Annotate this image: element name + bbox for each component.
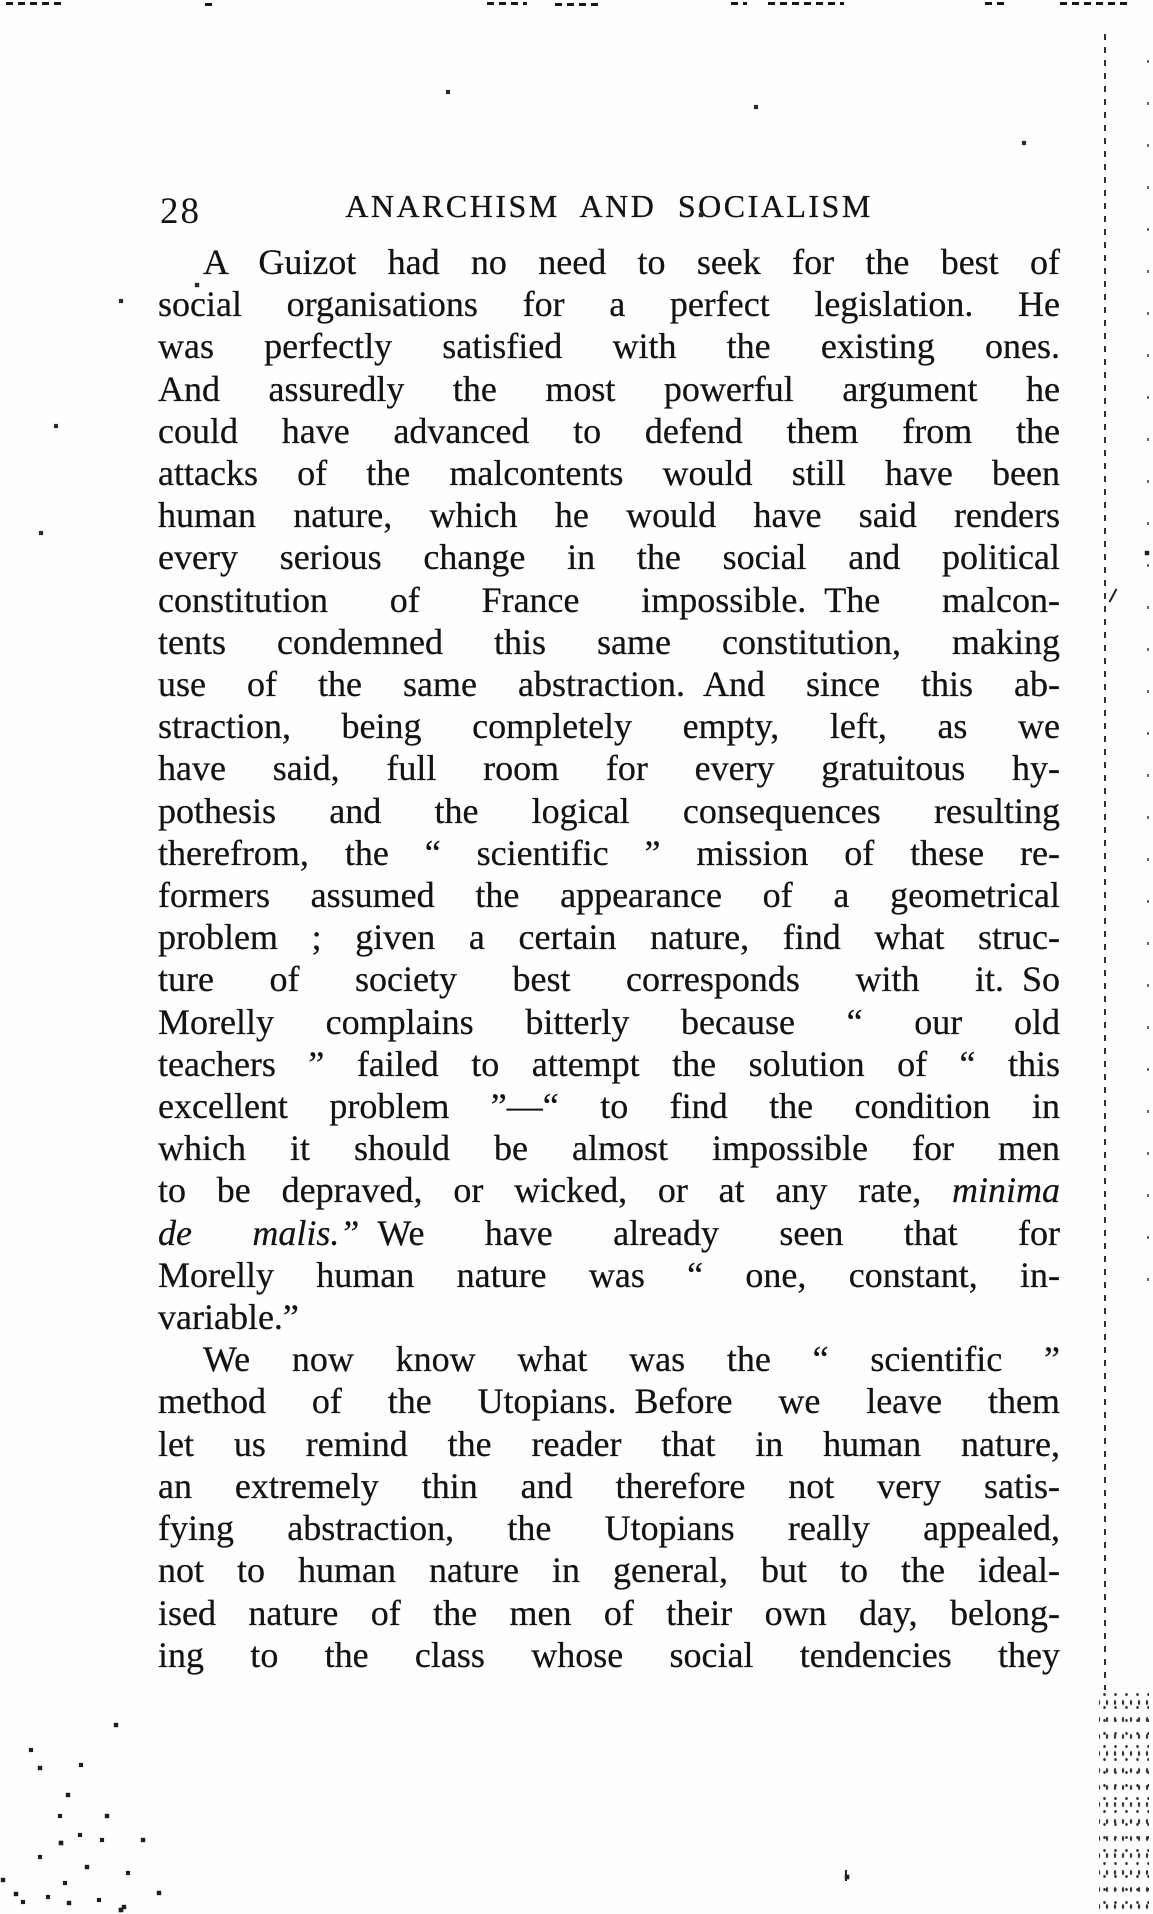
text-segment: was perfectly satisfied with the existing ones. — [158, 326, 1060, 367]
text-line — [158, 1043, 1060, 1085]
text-line — [158, 874, 1060, 916]
italic-text-segment: de malis.” — [158, 1212, 360, 1253]
text-segment: fying abstraction, the Utopians really appealed, — [158, 1508, 1060, 1549]
text-segment: use of the same abstraction. And since this ab- — [158, 664, 1060, 705]
text-line — [158, 1085, 1060, 1127]
text-segment: ised nature of the men of their own day, belong- — [158, 1592, 1060, 1633]
scan-noise-top-edge — [487, 2, 527, 5]
text-segment: let us remind the reader that in human nature, — [158, 1423, 1060, 1464]
text-segment: ture of society best corresponds with it. So — [158, 959, 1060, 1000]
text-line — [158, 1254, 1060, 1296]
text-segment: We have already seen that for — [359, 1212, 1061, 1253]
scan-noise-top-edge — [731, 2, 747, 5]
text-segment: A Guizot had no need to seek for the best of — [203, 242, 1060, 282]
text-segment: not to human nature in general, but to the ideal- — [158, 1550, 1060, 1591]
text-segment: tents condemned this same constitution, making — [158, 621, 1060, 662]
text-line — [158, 621, 1060, 663]
scan-noise-top-edge — [205, 3, 217, 6]
text-segment: attacks of the malcontents would still have been — [158, 453, 1060, 494]
text-segment: therefrom, the “ scientific ” mission of these re- — [158, 832, 1060, 873]
text-line — [158, 1127, 1060, 1169]
text-segment: variable.” — [158, 1297, 299, 1338]
text-line — [158, 1338, 1060, 1380]
text-segment: to be depraved, or wicked, or at any rate, — [158, 1170, 952, 1211]
text-segment: pothesis and the logical consequences resulting — [158, 790, 1060, 831]
scan-noise-right-edge — [1147, 60, 1149, 1310]
text-line — [158, 325, 1060, 367]
text-line — [158, 1296, 1060, 1338]
text-line — [158, 452, 1060, 494]
text-line — [158, 536, 1060, 578]
text-segment: method of the Utopians. Before we leave them — [158, 1381, 1060, 1422]
text-line — [158, 1592, 1060, 1634]
text-line — [158, 283, 1060, 325]
italic-text-segment: minima — [952, 1170, 1060, 1211]
scan-noise-top-edge — [985, 2, 1007, 5]
text-line — [158, 1549, 1060, 1591]
text-line — [158, 1465, 1060, 1507]
text-segment: which it should be almost impossible for men — [158, 1128, 1060, 1169]
text-segment: straction, being completely empty, left, as we — [158, 706, 1060, 747]
scan-noise-top-edge — [6, 2, 62, 5]
page-header — [158, 186, 1060, 232]
text-segment: could have advanced to defend them from the — [158, 410, 1060, 451]
text-segment: constitution of France impossible. The malcon- — [158, 579, 1060, 620]
text-line — [158, 410, 1060, 452]
scan-noise-top-edge — [555, 3, 603, 6]
scan-noise-bottom-right — [1099, 1688, 1149, 1912]
text-line — [158, 1634, 1060, 1676]
text-line — [158, 958, 1060, 1000]
scan-noise-top-edge — [1060, 2, 1130, 5]
text-segment: Morelly complains bitterly because “ our old — [158, 1001, 1060, 1042]
text-line — [158, 832, 1060, 874]
text-segment: formers assumed the appearance of a geometrical — [158, 875, 1060, 916]
text-segment: problem ; given a certain nature, find what struc- — [158, 917, 1060, 958]
text-line — [158, 1423, 1060, 1465]
text-line — [158, 1507, 1060, 1549]
text-segment: an extremely thin and therefore not very satis- — [158, 1465, 1060, 1506]
text-line — [158, 705, 1060, 747]
text-line — [158, 1169, 1060, 1211]
page-number: 28 — [160, 191, 201, 232]
text-line — [158, 368, 1060, 410]
text-segment: teachers ” failed to attempt the solution of “ this — [158, 1043, 1060, 1084]
text-line — [158, 1380, 1060, 1422]
page-body — [158, 241, 1060, 1676]
text-line — [158, 1001, 1060, 1043]
text-segment: ing to the class whose social tendencies they — [158, 1634, 1060, 1675]
text-segment: Morelly human nature was “ one, constant, in- — [158, 1254, 1060, 1295]
scan-noise-top-edge — [768, 2, 844, 5]
text-line — [158, 916, 1060, 958]
text-line — [158, 579, 1060, 621]
text-line — [158, 663, 1060, 705]
scan-noise-tick — [845, 1870, 847, 1881]
text-segment: social organisations for a perfect legislation. He — [158, 284, 1060, 325]
text-segment: excellent problem ”—“ to find the condition in — [158, 1086, 1060, 1127]
text-line — [158, 241, 1060, 283]
text-segment: human nature, which he would have said renders — [158, 495, 1060, 536]
scan-noise-speckles — [0, 0, 2, 2]
scan-noise-tick — [1109, 588, 1118, 602]
running-title: ANARCHISM AND SOCIALISM — [345, 188, 873, 224]
text-line — [158, 747, 1060, 789]
text-segment: every serious change in the social and political — [158, 537, 1060, 578]
text-line — [158, 790, 1060, 832]
text-segment: have said, full room for every gratuitous hy- — [158, 748, 1060, 789]
text-line — [158, 494, 1060, 536]
text-segment: And assuredly the most powerful argument he — [158, 368, 1060, 409]
page-fold-dashed-line — [1104, 34, 1106, 1690]
text-segment: We now know what was the “ scientific ” — [203, 1339, 1060, 1380]
text-line — [158, 1212, 1060, 1254]
